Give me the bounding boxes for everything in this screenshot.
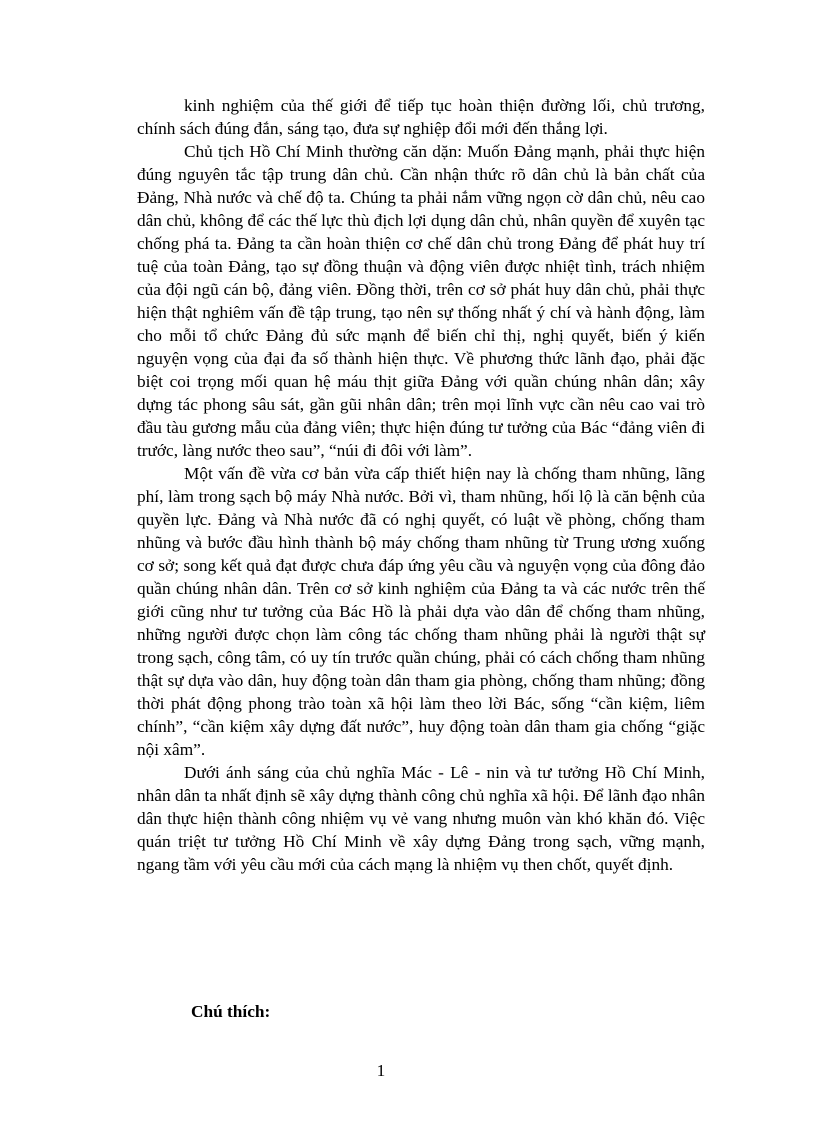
paragraph-conclusion: Dưới ánh sáng của chủ nghĩa Mác - Lê - nin và tư tưởng Hồ Chí Minh, nhân dân ta nhất định sẽ xây dựng thành công chủ nghĩa xã hội. Để lãnh đạo nhân dân thực hiện thành công nhiệm vụ vẻ vang nhưng muôn vàn khó khăn đó. Việc quán triệt tư tưởng Hồ Chí Minh về xây dựng Đảng trong sạch, vững mạnh, ngang tầm với yêu cầu mới của cách mạng là nhiệm vụ then chốt, quyết định.	[137, 763, 705, 874]
paragraph-anti-corruption: Một vấn đề vừa cơ bản vừa cấp thiết hiện nay là chống tham nhũng, lãng phí, làm trong sạch bộ máy Nhà nước. Bởi vì, tham nhũng, hối lộ là căn bệnh của quyền lực. Đảng và Nhà nước đã có nghị quyết, có luật về phòng, chống tham nhũng và bước đầu hình thành bộ máy chống tham nhũng từ Trung ương xuống cơ sở; song kết quả đạt được chưa đáp ứng yêu cầu và nguyện vọng của đông đảo quần chúng nhân dân. Trên cơ sở kinh nghiệm của Đảng ta và các nước trên thế giới cũng như tư tưởng của Bác Hồ là phải dựa vào dân để chống tham nhũng, những người được chọn làm công tác chống tham nhũng phải là người thật sự trong sạch, công tâm, có uy tín trước quần chúng, phải có cách chống tham nhũng thật sự dựa vào dân, huy động toàn dân tham gia phòng, chống tham nhũng; đồng thời phát động phong trào toàn xã hội làm theo lời Bác, sống “cần kiệm, liêm chính”, “cần kiệm xây dựng đất nước”, huy động toàn dân tham gia chống “giặc nội xâm”.	[137, 464, 705, 759]
notes-heading: Chú thích:	[191, 1002, 271, 1021]
page-number: 1	[376, 1061, 386, 1080]
body-text	[137, 94, 705, 876]
paragraph-continuation: kinh nghiệm của thế giới để tiếp tục hoàn thiện đường lối, chủ trương, chính sách đúng đắn, sáng tạo, đưa sự nghiệp đổi mới đến thắng lợi.	[137, 96, 705, 138]
paragraph-democratic-centralism: Chủ tịch Hồ Chí Minh thường căn dặn: Muốn Đảng mạnh, phải thực hiện đúng nguyên tắc tập trung dân chủ. Cần nhận thức rõ dân chủ là bản chất của Đảng, Nhà nước và chế độ ta. Chúng ta phải nắm vững ngọn cờ dân chủ, nêu cao dân chủ, không để các thế lực thù địch lợi dụng dân chủ, nhân quyền để xuyên tạc chống phá ta. Đảng ta cần hoàn thiện cơ chế dân chủ trong Đảng để phát huy trí tuệ của toàn Đảng, tạo sự đồng thuận và động viên được nhiệt tình, trách nhiệm của đội ngũ cán bộ, đảng viên. Đồng thời, trên cơ sở phát huy dân chủ, phải thực hiện thật nghiêm vấn đề tập trung, tạo nên sự thống nhất ý chí và hành động, làm cho mỗi tổ chức Đảng đủ sức mạnh để biến chỉ thị, nghị quyết, biến ý kiến nguyện vọng của đại đa số thành hiện thực. Về phương thức lãnh đạo, phải đặc biệt coi trọng mối quan hệ máu thịt giữa Đảng với quần chúng nhân dân; xây dựng tác phong sâu sát, gần gũi nhân dân; trên mọi lĩnh vực cần nêu cao vai trò đầu tàu gương mẫu của đảng viên; thực hiện đúng tư tưởng của Bác “đảng viên đi trước, làng nước theo sau”, “núi đi đôi với làm”.	[137, 142, 705, 460]
